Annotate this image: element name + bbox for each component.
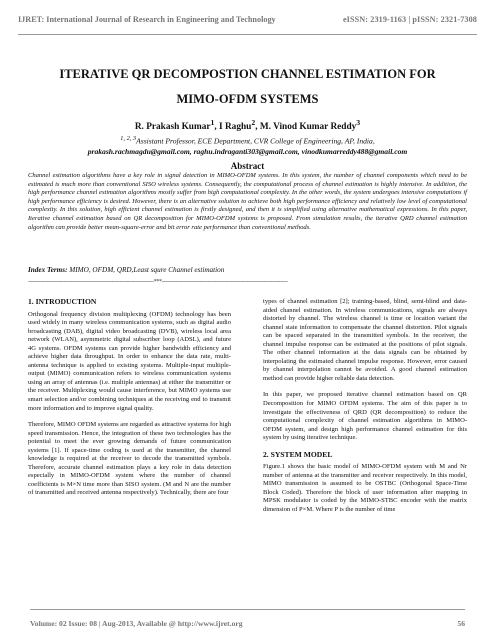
page-footer [30,609,465,628]
paragraph: Orthogonal frequency division multiplexing (OFDM) technology has been used widely in many wireless communication systems, such as digital audio broadcasting (DAB), digital video broadcasting (DVB), wireless local area network (WLAN), asymmetric digital subscriber loop (ADSL), and future 4G systems. OFDM systems can provide higher bandwidth efficiency and achieve higher data throughput. In order to enhance the data rate, multi-antenna technique is applied to existing systems. Multiple-input multiple-output (MIMO) communication refers to wireless communication systems using an array of antennas (i.e. multiple antennas) at either the transmitter or the receiver. Multiplexing would cause interference, but MIMO systems use smart selection and/or combining techniques at the receiving end to transmit more information and to improve signal quality. [28,310,231,412]
title-line-2: MIMO-OFDM SYSTEMS [176,92,319,106]
journal-name: IJRET: International Journal of Research in Engineering and Technology [18,14,276,24]
page-number: 56 [457,619,465,628]
index-terms-label: Index Terms: [28,266,68,274]
section-separator: --------------------------------------------------------------------------***-------------------------------------------------------------------------- [28,279,288,285]
affiliation-text: Assistant Professor, ECE Department, CVR College of Engineering, AP, India, [136,136,375,146]
index-terms [28,266,467,274]
index-terms-text: MIMO, OFDM, QRD,Least squre Channel estimation [67,266,225,274]
title-line-1: ITERATIVE QR DECOMPOSTION CHANNEL ESTIMATION FOR [59,67,436,81]
paper-title [20,62,475,112]
left-column [28,298,231,506]
affiliation-sup: 1, 2, 3 [120,135,137,142]
author-3: , M. Vinod Kumar Reddy [255,122,357,133]
journal-header [18,4,477,35]
author-1: R. Prakash Kumar [134,122,211,133]
paragraph: types of channel estimation [2]; training-based, blind, semi-blind and data-aided channel estimation. In wireless communications, signals are always distorted by channel. The wireless channel is time or location variant the channel state information to compensate the channel distortion. Pilot signals can be spaced separated in the transmitted symbols. In the receiver, the channel impulse response can be estimated at the positions of pilot signals. The other channel information at the data signals can be obtained by interpolating the estimated channel impulse response. However, error caused by channel interpolation cannot be avoided. A good channel estimation method can provide higher reliable data detection. [263,298,467,382]
abstract-body: Channel estimation algorithms have a key role in signal detection in MIMO-OFDM systems. In this system, the number of channel components which need to be estimated is much more than conventional SISO wireless systems. Consequently, the computational process of channel estimation is highly intensive. In addition, the high performance channel estimation algorithms mostly suffer from high computational complexity. In the other words, the system undergoes intensive computations if high performance efficiency is desired. However, there is an alternative solution to achieve both high performance efficiency and relatively low level of computational complexity. In this solution, high efficient channel estimation is firstly designed, and then it is simplified using alternative mathematical expressions. In this paper, Iterative channel estimation based on QR decomposition for MIMO-OFDM systems is proposed. From simulation results, the iterative QRD channel estimation algorithm can provide better mean-square-error and bit error rate performance than conventional methods. [28,172,467,231]
author-1-sup: 1 [210,118,215,127]
paragraph: Figure.1 shows the basic model of MIMO-OFDM system with M and Nr number of antenna at the transmitter and receiver respectively. In this model, MIMO transmission is assumed to be OSTBC (Orthogonal Space-Time Block Coded). Therefore the block of user information after mapping in MPSK modulator is coded by the MIMO-STBC encoder with the matrix dimension of P×M. Where P is the number of time [263,463,467,514]
author-emails: prakash.rachmagdu@gmail.com, raghu.indraganti303@gmail.com, vinodkumarreddy488@gmail.com [87,146,408,156]
right-column [263,298,467,523]
affiliation [20,134,475,157]
author-2-sup: 2 [251,118,256,127]
authors [20,118,475,132]
author-3-sup: 3 [356,118,361,127]
paragraph: Therefore, MIMO OFDM systems are regarded as attractive systems for high speed transmission. Hence, the integration of these two technologies has the potential to meet the ever growing demands of future communication systems [1]. If space-time coding is used at the transmitter, the channel knowledge is required at the receiver to decode the transmitted symbols. Therefore, accurate channel estimation plays a key role in data detection especially in MIMO-OFDM system where the number of channel coefficients is M×N time more than SISO system. (M and N are the number of transmitted and received antenna respectively). Technically, there are four [28,421,231,497]
footer-volume: Volume: 02 Issue: 08 | Aug-2013, Available @ http://www.ijret.org [30,619,243,628]
system-model-heading: 2. SYSTEM MODEL [263,449,333,459]
paragraph: In this paper, we proposed iterative channel estimation based on QR Decomposition for MIMO OFDM systems. The aim of this paper is to investigate the effectiveness of QRD (QR decomposition) to reduce the computational complexity of channel estimation algorithms in MIMO-OFDM system, and design high performance channel estimation for this system by using iterative technique. [263,391,467,442]
introduction-heading: 1. INTRODUCTION [28,297,97,306]
issn: eISSN: 2319-1163 | pISSN: 2321-7308 [342,14,477,24]
abstract-title: Abstract [230,161,265,171]
author-2: , I Raghu [214,122,252,133]
